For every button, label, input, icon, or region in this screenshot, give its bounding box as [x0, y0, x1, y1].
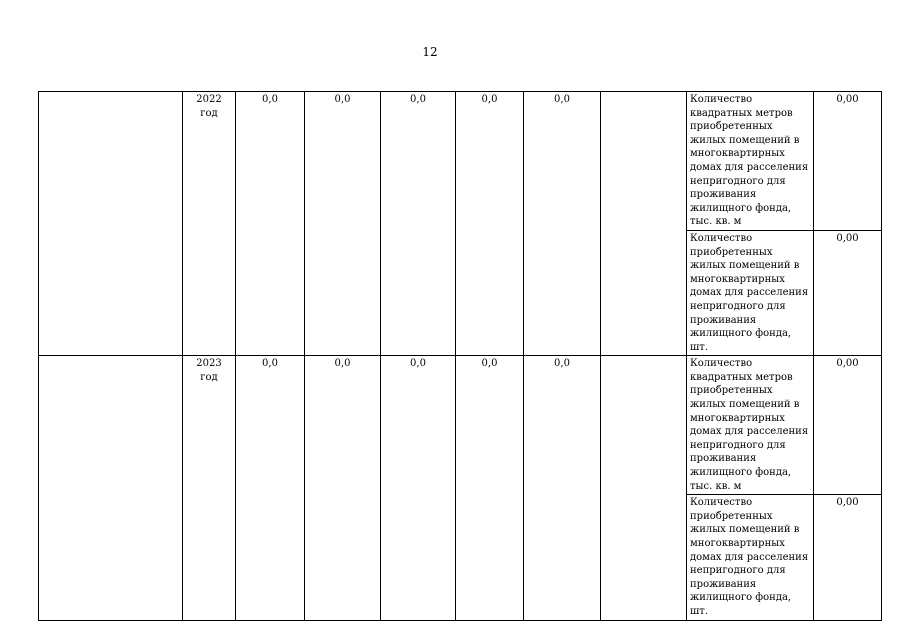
budget-table: [38, 91, 882, 621]
value-cell: 0,0: [381, 356, 456, 620]
value-cell: 0,0: [456, 92, 524, 356]
value-cell: 0,0: [456, 356, 524, 620]
value-cell: 0,0: [381, 92, 456, 356]
indicator-value-cell: 0,00: [814, 495, 882, 620]
empty-cell: [601, 356, 687, 620]
value-cell: 0,0: [524, 92, 601, 356]
name-cell: [39, 92, 183, 356]
indicator-name-cell: Количество квадратных метров приобретенных жилых помещений в многоквартирных домах для расселения непригодного для проживания жилищного фонда, тыс. кв. м: [687, 92, 814, 231]
indicator-value-cell: 0,00: [814, 356, 882, 495]
value-cell: 0,0: [236, 92, 305, 356]
value-cell: 0,0: [236, 356, 305, 620]
year-cell: 2022 год: [183, 92, 236, 356]
table-row: [39, 92, 882, 231]
indicator-value-cell: 0,00: [814, 92, 882, 231]
table-row: [39, 356, 882, 495]
year-cell: 2023 год: [183, 356, 236, 620]
indicator-value-cell: 0,00: [814, 230, 882, 355]
name-cell: [39, 356, 183, 620]
value-cell: 0,0: [305, 356, 381, 620]
indicator-name-cell: Количество квадратных метров приобретенных жилых помещений в многоквартирных домах для расселения непригодного для проживания жилищного фонда, тыс. кв. м: [687, 356, 814, 495]
indicator-name-cell: Количество приобретенных жилых помещений в многоквартирных домах для расселения непригодного для проживания жилищного фонда, шт.: [687, 230, 814, 355]
empty-cell: [601, 92, 687, 356]
page-number: 12: [422, 45, 438, 59]
value-cell: 0,0: [524, 356, 601, 620]
indicator-name-cell: Количество приобретенных жилых помещений в многоквартирных домах для расселения непригодного для проживания жилищного фонда, шт.: [687, 495, 814, 620]
value-cell: 0,0: [305, 92, 381, 356]
